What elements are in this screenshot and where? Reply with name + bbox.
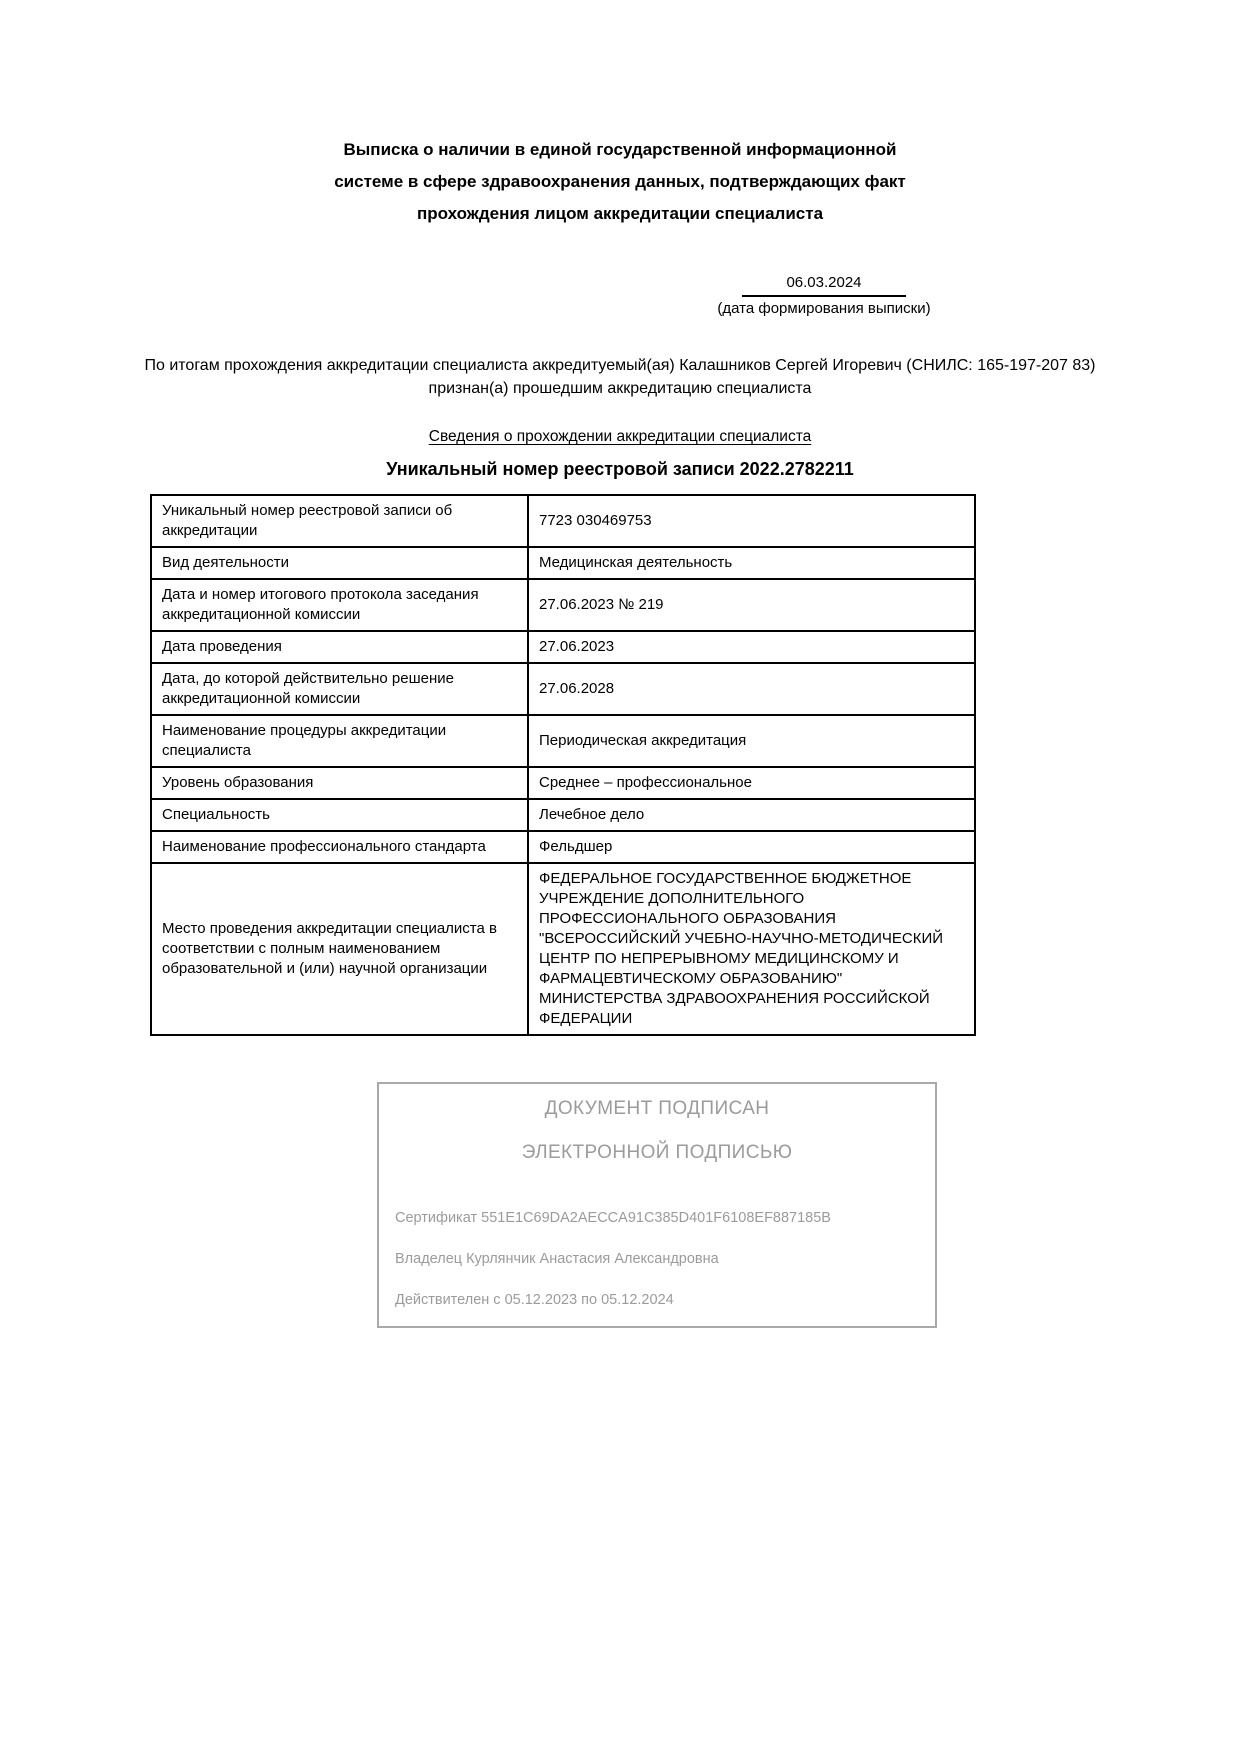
title-line-1: Выписка о наличии в единой государственной информационной [343,140,897,159]
extract-date: 06.03.2024 [742,274,905,297]
registry-record-heading: Уникальный номер реестровой записи 2022.2782211 [386,459,854,479]
signature-title-line1: ДОКУМЕНТ ПОДПИСАН [544,1098,770,1119]
row-value: Медицинская деятельность [528,547,975,579]
row-label: Место проведения аккредитации специалиста в соответствии с полным наименованием образовательной и (или) научной организации [151,863,528,1035]
signature-title-line2: ЭЛЕКТРОННОЙ ПОДПИСЬЮ [521,1142,793,1163]
section-heading [0,428,1240,446]
row-label: Дата проведения [151,631,528,663]
row-value: 27.06.2023 № 219 [528,579,975,631]
row-value: Лечебное дело [528,799,975,831]
row-label: Вид деятельности [151,547,528,579]
row-value: Фельдшер [528,831,975,863]
title-line-3: прохождения лицом аккредитации специалиста [416,204,824,223]
row-label: Дата и номер итогового протокола заседания аккредитационной комиссии [151,579,528,631]
document-title [300,134,940,230]
table-row [151,631,975,663]
table-row [151,547,975,579]
row-label: Уровень образования [151,767,528,799]
signature-owner: Владелец Курлянчик Анастасия Александровна [395,1251,719,1267]
row-label: Уникальный номер реестровой записи об аккредитации [151,495,528,547]
table-row [151,799,975,831]
table-row [151,831,975,863]
intro-paragraph: По итогам прохождения аккредитации специалиста аккредитуемый(ая) Калашников Сергей Игоревич (СНИЛС: 165-197-207 83) признан(а) прошедшим аккредитацию специалиста [144,357,1096,397]
row-label: Специальность [151,799,528,831]
row-label: Дата, до которой действительно решение аккредитационной комиссии [151,663,528,715]
accreditation-table [150,494,976,1036]
extract-date-block [700,274,948,318]
row-value: ФЕДЕРАЛЬНОЕ ГОСУДАРСТВЕННОЕ БЮДЖЕТНОЕ УЧРЕЖДЕНИЕ ДОПОЛНИТЕЛЬНОГО ПРОФЕССИОНАЛЬНОГО ОБРАЗОВАНИЯ "ВСЕРОССИЙСКИЙ УЧЕБНО-НАУЧНО-МЕТОДИЧЕСКИЙ ЦЕНТР ПО НЕПРЕРЫВНОМУ МЕДИЦИНСКОМУ И ФАРМАЦЕВТИЧЕСКОМУ ОБРАЗОВАНИЮ" МИНИСТЕРСТВА ЗДРАВООХРАНЕНИЯ РОССИЙСКОЙ ФЕДЕРАЦИИ [528,863,975,1035]
table-row [151,863,975,1035]
row-value: 27.06.2023 [528,631,975,663]
table-row [151,663,975,715]
table-row [151,495,975,547]
row-value: 7723 030469753 [528,495,975,547]
row-label: Наименование профессионального стандарта [151,831,528,863]
row-value: Среднее – профессиональное [528,767,975,799]
title-line-2: системе в сфере здравоохранения данных, подтверждающих факт [334,172,906,191]
table-row [151,715,975,767]
signature-validity: Действителен с 05.12.2023 по 05.12.2024 [395,1292,674,1308]
row-value: 27.06.2028 [528,663,975,715]
section-heading-text: Сведения о прохождении аккредитации специалиста [428,428,812,445]
table-row [151,767,975,799]
extract-date-caption: (дата формирования выписки) [717,300,931,317]
row-value: Периодическая аккредитация [528,715,975,767]
row-label: Наименование процедуры аккредитации специалиста [151,715,528,767]
signature-certificate: Сертификат 551E1C69DA2AECCA91C385D401F6108EF887185B [395,1210,831,1226]
table-row [151,579,975,631]
signature-box [377,1082,937,1328]
